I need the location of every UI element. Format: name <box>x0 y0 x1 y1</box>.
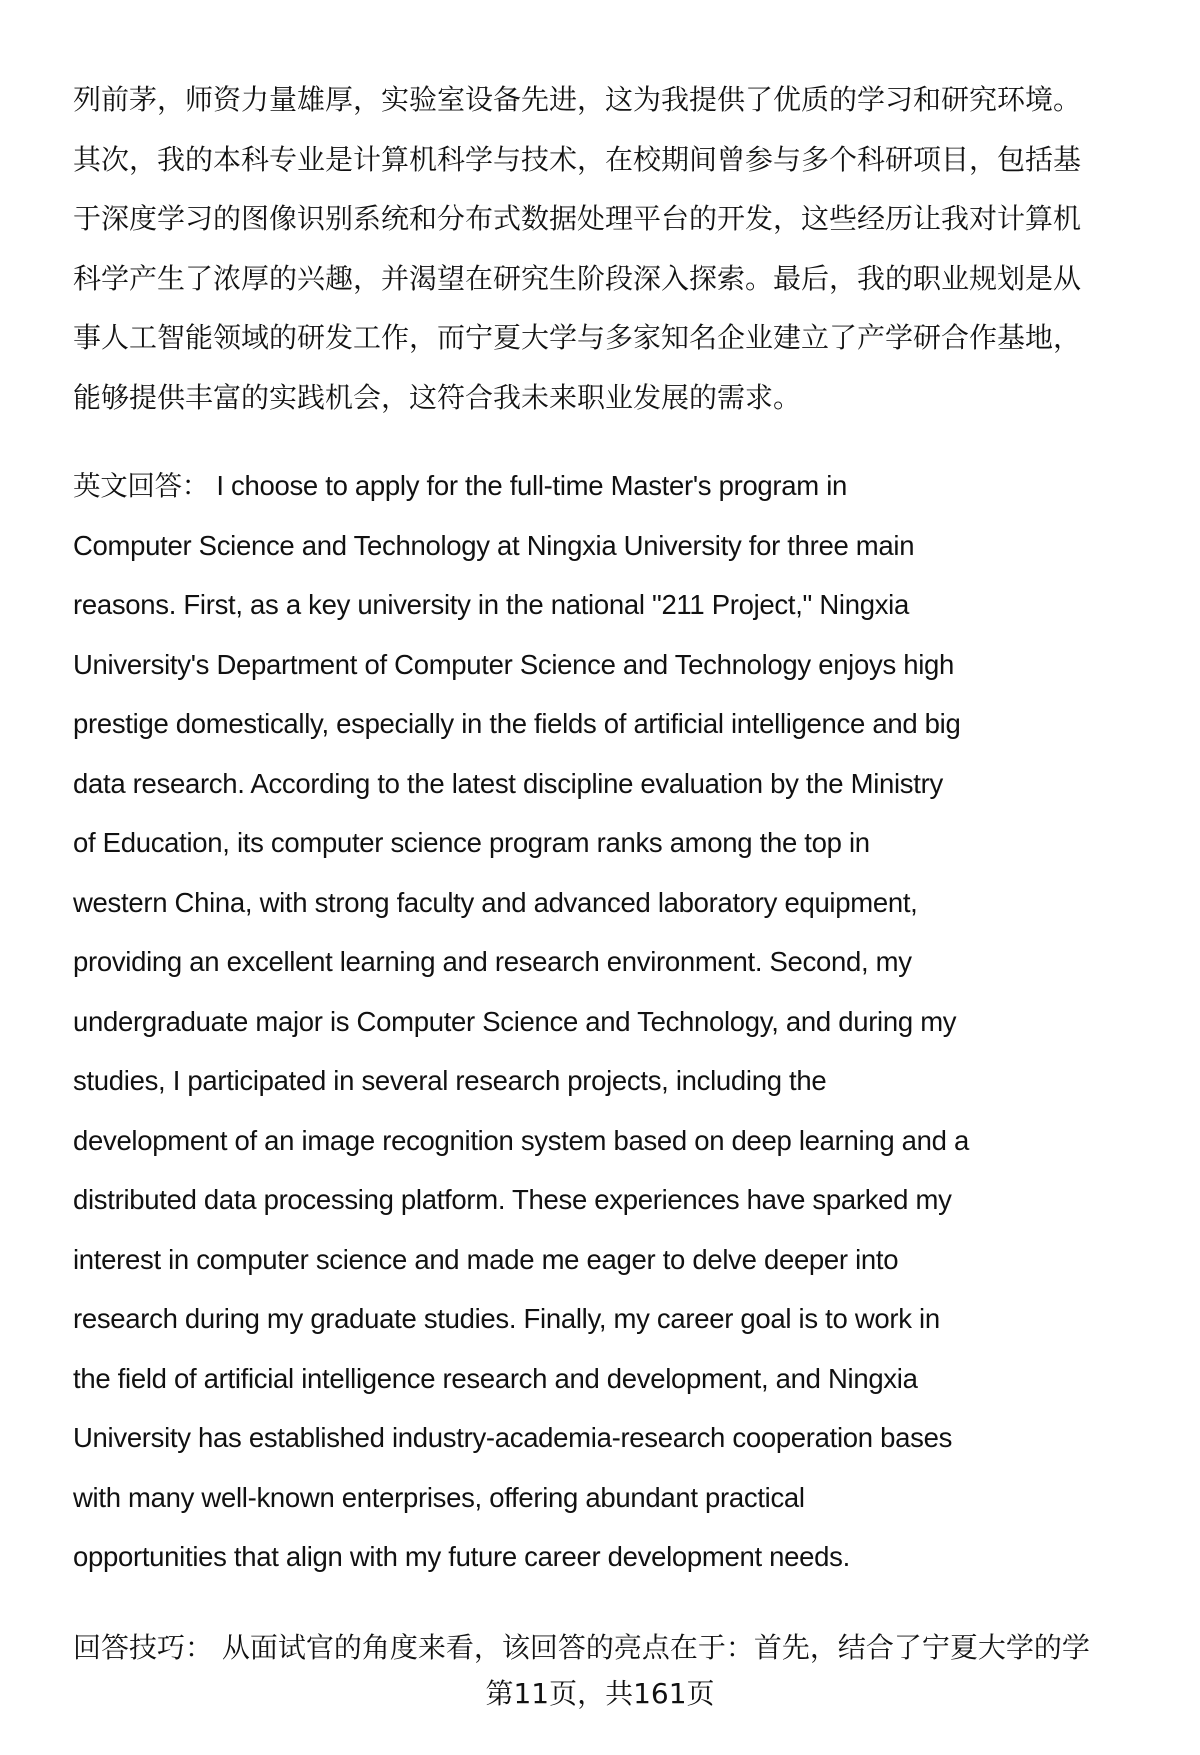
text-line: reasons. First, as a key university in the national "211 Project," Ningxia <box>73 589 909 620</box>
text-line: studies, I participated in several research projects, including the <box>73 1065 827 1096</box>
text-line: research during my graduate studies. Finally, my career goal is to work in <box>73 1303 940 1334</box>
english-answer-paragraph <box>73 456 1173 1587</box>
text-line: interest in computer science and made me eager to delve deeper into <box>73 1243 899 1275</box>
text-line: development of an image recognition system based on deep learning and a <box>73 1124 969 1156</box>
text-line: University's Department of Computer Science and Technology enjoys high <box>73 648 955 680</box>
text-line: distributed data processing platform. These experiences have sparked my <box>73 1184 952 1215</box>
text-line: 能够提供丰富的实践机会，这符合我未来职业发展的需求。 <box>73 380 802 414</box>
text-line: 回答技巧： 从面试官的角度来看，该回答的亮点在于：首先，结合了宁夏大学的学 <box>73 1631 1090 1664</box>
text-line: 于深度学习的图像识别系统和分布式数据处理平台的开发，这些经历让我对计算机 <box>73 202 1082 235</box>
text-line: opportunities that align with my future career development needs. <box>73 1541 850 1572</box>
text-line: undergraduate major is Computer Science and Technology, and during my <box>73 1005 957 1037</box>
text-line: 英文回答： I choose to apply for the full-time Master's program in <box>73 470 848 501</box>
text-line: providing an excellent learning and research environment. Second, my <box>73 946 912 977</box>
page-number-footer: 第11页，共161页 <box>485 1677 715 1710</box>
text-line: western China, with strong faculty and advanced laboratory equipment, <box>73 886 918 918</box>
text-line: Computer Science and Technology at Ningxia University for three main <box>73 529 915 561</box>
text-line: 列前茅，师资力量雄厚，实验室设备先进，这为我提供了优质的学习和研究环境。 <box>73 83 1082 116</box>
text-line: 其次，我的本科专业是计算机科学与技术，在校期间曾参与多个科研项目，包括基 <box>73 142 1082 176</box>
chinese-answer-paragraph <box>73 70 1173 427</box>
text-line: data research. According to the latest discipline evaluation by the Ministry <box>73 767 943 799</box>
text-line: 事人工智能领域的研发工作，而宁夏大学与多家知名企业建立了产学研合作基地， <box>73 321 1082 354</box>
answer-tips-paragraph <box>73 1618 1173 1678</box>
text-line: with many well-known enterprises, offering abundant practical <box>73 1481 805 1513</box>
text-line: of Education, its computer science program ranks among the top in <box>73 827 870 858</box>
text-line: 科学产生了浓厚的兴趣，并渴望在研究生阶段深入探索。最后，我的职业规划是从 <box>73 261 1082 295</box>
text-line: the field of artificial intelligence research and development, and Ningxia <box>73 1362 918 1394</box>
text-line: prestige domestically, especially in the fields of artificial intelligence and big <box>73 708 961 739</box>
text-line: University has established industry-academia-research cooperation bases <box>73 1422 953 1453</box>
